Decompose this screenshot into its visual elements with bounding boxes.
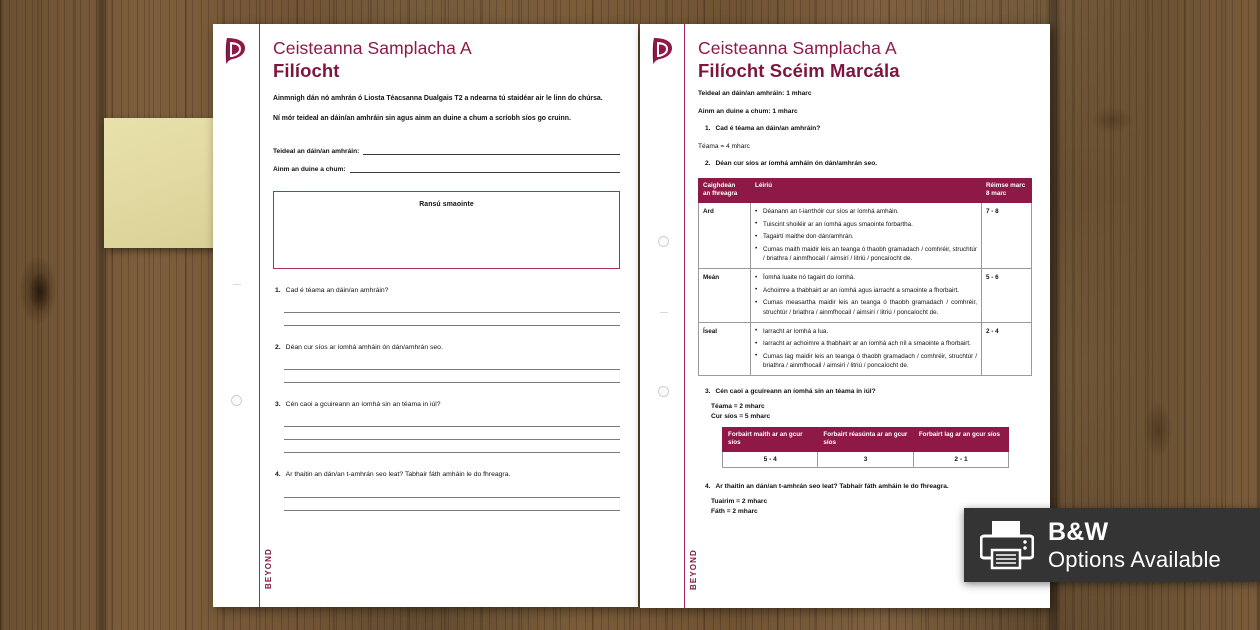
answer-line[interactable] <box>284 300 620 313</box>
rubric-header-marks-l1: Réimse marc <box>986 181 1026 189</box>
rubric-bullet: • Achoimre a thabhairt ar an íomhá agus iarracht a smaointe a fhorbairt. <box>755 286 977 295</box>
brainstorm-box[interactable] <box>273 191 620 269</box>
rubric-header-standard-l2: an fhreagra <box>703 189 738 197</box>
rubric-header-description-text: Léiriú <box>755 181 773 189</box>
question-text-row <box>275 286 620 295</box>
question-item <box>273 470 620 510</box>
rubric-bullet: • Iarracht ar achoimre a thabhairt ar an íomhá ach níl a smaointe a fhorbairt. <box>755 339 977 348</box>
page-title: Ceisteanna Samplacha A <box>273 38 472 58</box>
question-item <box>273 343 620 383</box>
ms-question-4-marks-2: Fáth = 2 mharc <box>711 508 758 516</box>
field-author-input[interactable] <box>350 166 620 173</box>
hole-punch <box>658 386 669 397</box>
rubric-bullet: • Iarracht ar íomhá a lua. <box>755 327 977 336</box>
ms-question-4-number: 4. <box>705 483 711 491</box>
rubric-bullet: • Tuiscint shoiléir ar an íomhá agus smaointe forbartha. <box>755 220 977 229</box>
field-title-row[interactable] <box>273 148 620 155</box>
question-text-row <box>275 470 620 479</box>
rubric-header-marks-l2: 8 marc <box>986 189 1007 197</box>
footer-brand: BEYOND <box>264 548 273 589</box>
rubric-mark-range: 5 - 6 <box>982 269 1032 323</box>
left-sheet-body <box>259 24 638 607</box>
field-author-label: Ainm an duine a chum: <box>273 165 346 173</box>
band-value-fair: 3 <box>818 452 913 468</box>
table-row <box>699 203 1032 269</box>
intro-paragraph-1: Ainmnigh dán nó amhrán ó Liosta Téacsanna Dualgais T2 a ndearna tú staidéar air le linn do chúrsa. <box>273 95 603 103</box>
ms-question-2 <box>705 160 1032 169</box>
answer-line[interactable] <box>284 414 620 427</box>
ms-question-3-label: Cén caoi a gcuireann an íomhá sin an téama in iúl? <box>715 388 876 396</box>
page-subtitle: Filíocht <box>273 59 340 81</box>
hole-punch <box>231 395 242 406</box>
question-label: Cén caoi a gcuireann an íomhá sin an téama in iúl? <box>285 401 441 409</box>
rubric-table <box>698 178 1032 376</box>
mark-line-author-value: 1 mharc <box>772 108 798 116</box>
rubric-header-description <box>751 178 982 202</box>
answer-line[interactable] <box>284 427 620 440</box>
sticky-note <box>104 118 226 248</box>
question-number: 1. <box>275 286 281 294</box>
bw-badge-line1: B&W <box>1048 517 1109 546</box>
rubric-bullet: • Cumas maith maidir leis an teanga ó thaobh gramadach / comhréir, struchtúr / briathra / ainmfhocail / aimsirí / litriú / poncaíocht de. <box>755 245 977 263</box>
answer-line[interactable] <box>284 357 620 370</box>
answer-line[interactable] <box>284 370 620 383</box>
footer-brand: BEYOND <box>689 549 698 590</box>
ms-question-2-label: Déan cur síos ar íomhá amháin ón dán/amhrán seo. <box>715 160 878 168</box>
answer-line[interactable] <box>284 485 620 498</box>
rubric-level: Íseal <box>699 322 751 376</box>
question-item <box>273 286 620 326</box>
field-title-input[interactable] <box>363 148 620 155</box>
question-text-row <box>275 400 620 409</box>
hole-punch <box>658 236 669 247</box>
question-number: 4. <box>275 471 281 479</box>
intro-paragraph-2: Ní mór teideal an dáin/an amhráin sin agus ainm an duine a chum a scríobh síos go cruinn. <box>273 114 571 122</box>
answer-lines[interactable] <box>284 357 620 383</box>
rubric-header-standard-l1: Caighdeán <box>703 181 736 189</box>
ms-question-4-marks-1: Tuairim = 2 mharc <box>711 498 768 506</box>
mark-line-title-label: Teideal an dáin/an amhráin: <box>698 90 785 98</box>
mark-line-author-label: Ainm an duine a chum: <box>698 108 771 116</box>
field-author-row[interactable] <box>273 166 620 173</box>
beyond-b-logo-icon <box>650 36 676 66</box>
mark-line-title-value: 1 mharc <box>786 90 812 98</box>
ms-question-3-marks-1: Téama = 2 mharc <box>711 403 765 411</box>
question-number: 3. <box>275 401 281 409</box>
field-title-label: Teideal an dáin/an amhráin: <box>273 147 360 155</box>
left-content <box>259 93 638 510</box>
page-title: Ceisteanna Samplacha A <box>698 38 897 58</box>
rubric-bullet: • Déanann an t-iarrthóir cur síos ar íomhá amháin. <box>755 207 977 216</box>
answer-line[interactable] <box>284 440 620 453</box>
page-tick-mark <box>233 284 241 285</box>
ms-question-4-label: Ar thaitin an dán/an t-amhrán seo leat? Tabhair fáth amháin le do fhreagra. <box>715 483 949 491</box>
rubric-header-marks <box>982 178 1032 202</box>
band-value-weak: 2 - 1 <box>913 452 1008 468</box>
question-item <box>273 400 620 453</box>
ms-question-3-marks-2: Cur síos = 5 mharc <box>711 413 771 421</box>
mark-line-title <box>698 90 1032 99</box>
answer-lines[interactable] <box>284 300 620 326</box>
answer-line[interactable] <box>284 313 620 326</box>
rubric-bullets <box>751 203 982 269</box>
question-label: Ar thaitin an dán/an t-amhrán seo leat? Tabhair fáth amháin le do fhreagra. <box>285 471 511 479</box>
page-tick-mark <box>660 312 668 313</box>
question-number: 2. <box>275 344 281 352</box>
rubric-level: Ard <box>699 203 751 269</box>
bw-badge-line2: Options Available <box>1048 546 1221 572</box>
rubric-bullet: • Tagairtí maithe don dán/amhrán. <box>755 232 977 241</box>
band-header-row <box>723 428 1009 452</box>
ms-question-3-number: 3. <box>705 388 711 396</box>
rubric-mark-range: 2 - 4 <box>982 322 1032 376</box>
ms-question-1-marks: Téama = 4 mharc <box>698 143 750 151</box>
question-label: Déan cur síos ar íomhá amháin ón dán/amhrán seo. <box>285 344 443 352</box>
left-header <box>259 24 638 81</box>
bw-badge-text <box>1048 517 1221 572</box>
band-header-good: Forbairt maith ar an gcur síos <box>723 428 818 452</box>
ms-question-3 <box>705 388 1032 397</box>
rubric-bullets <box>751 322 982 376</box>
band-header-weak: Forbairt lag ar an gcur síos <box>913 428 1008 452</box>
answer-lines[interactable] <box>284 485 620 511</box>
rubric-mark-range: 7 - 8 <box>982 203 1032 269</box>
answer-lines[interactable] <box>284 414 620 453</box>
rubric-bullet: • Cumas lag maidir leis an teanga ó thaobh gramadach / comhréir, struchtúr / briathra / ainmfhocail / aimsirí / litriú / poncaíocht de. <box>755 352 977 370</box>
printer-icon <box>980 520 1034 570</box>
ms-question-1 <box>705 125 1032 134</box>
mark-line-author <box>698 108 1032 117</box>
rubric-header-row <box>699 178 1032 202</box>
band-value-good: 5 - 4 <box>723 452 818 468</box>
brainstorm-title: Ransú smaointe <box>419 200 474 208</box>
rubric-bullet: • Cumas measartha maidir leis an teanga ó thaobh gramadach / comhréir, struchtúr / briathra / ainmfhocail / aimsirí / litriú / poncaíocht de. <box>755 298 977 316</box>
table-row <box>723 452 1009 468</box>
bw-options-badge <box>964 508 1260 582</box>
ms-question-2-number: 2. <box>705 160 711 168</box>
table-row <box>699 269 1032 323</box>
question-text-row <box>275 343 620 352</box>
right-header <box>684 24 1050 81</box>
right-content <box>684 90 1050 515</box>
ms-question-4 <box>705 483 1032 492</box>
rubric-header-standard <box>699 178 751 202</box>
answer-line[interactable] <box>284 498 620 511</box>
beyond-b-logo-icon <box>223 36 249 66</box>
worksheet-page-questions <box>213 24 638 607</box>
rubric-level: Meán <box>699 269 751 323</box>
band-header-fair: Forbairt réasúnta ar an gcur síos <box>818 428 913 452</box>
ms-question-1-label: Cad é téama an dáin/an amhráin? <box>715 125 821 133</box>
page-subtitle: Filíocht Scéim Marcála <box>698 59 900 81</box>
question-label: Cad é téama an dáin/an amhráin? <box>285 286 389 294</box>
rubric-bullets <box>751 269 982 323</box>
table-row <box>699 322 1032 376</box>
rubric-bullet: • Íomhá luaite nó tagairt do íomhá. <box>755 273 977 282</box>
ms-question-1-number: 1. <box>705 125 711 133</box>
band-table <box>722 427 1009 468</box>
